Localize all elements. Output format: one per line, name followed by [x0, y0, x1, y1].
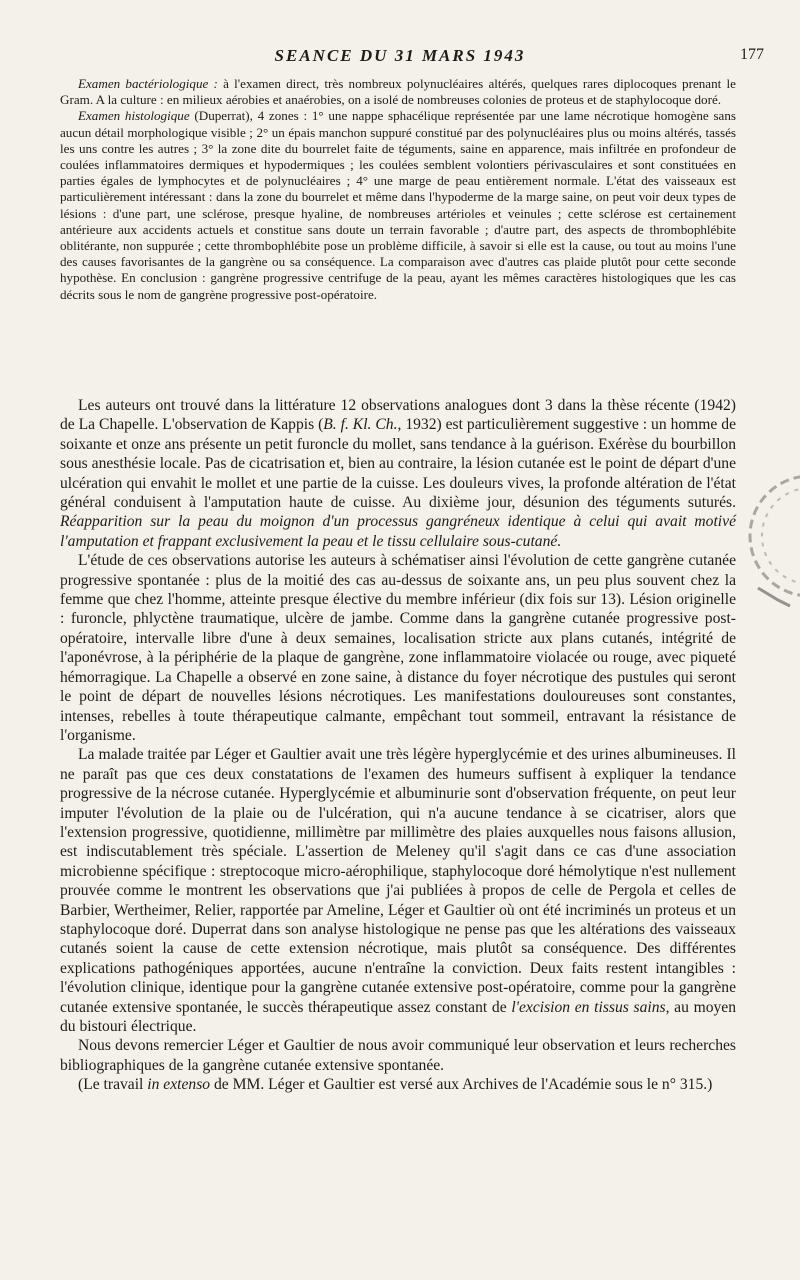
paragraph-discussion [60, 745, 736, 1036]
stamp-graphic [738, 438, 800, 634]
histological-exam-heading: Examen histologique [78, 108, 190, 124]
bacteriological-exam-text: à l'examen direct, très nombreux polynucléaires altérés, quelques rares diplocoques prenant le Gram. A la culture : en milieux aérobies et anaérobies, on a isolé de nombreuses colonies de proteus et de staphylocoque doré. [60, 76, 736, 108]
bacteriological-exam-paragraph [60, 76, 736, 108]
histological-exam-text: (Duperrat), 4 zones : 1° une nappe sphacélique représentée par une lame nécrotique homogène sans aucun détail morphologique visible ; 2° un épais manchon suppuré constitué par des polynucléaires plus ou moins altérés, tassés les uns contre les autres ; 3° la zone dite du bourrelet faite de téguments, saine en apparence, mais infiltrée en profondeur de coulées inflammatoires dermiques et hypodermiques ; les coulées semblent volontiers périvasculaires et sont constituées en parties égales de lymphocytes et de polynucléaires ; 4° une marge de peau entièrement normale. L'état des vaisseaux est particulièrement intéressant : dans la zone du bourrelet et même dans l'hypoderme de la marge saine, on peut voir deux types de lésions : d'une part, une sclérose, presque hyaline, de nombreuses artérioles et veinules ; cette sclérose est certainement antérieure aux accidents actuels et constitue sans doute un terrain favorable ; d'autre part, des aspects de thrombophlébite oblitérante, non suppurée ; cette thrombophlébite pose un problème difficile, à savoir si elle est la cause, ou tout au moins l'une des causes favorisantes de la gangrène ou sa conséquence. La comparaison avec d'autres cas plaide plutôt pour cette seconde hypothèse. En conclusion : gangrène progressive centrifuge de la peau, ayant les mêmes caractères histologiques que les cas décrits sous le nom de gangrène progressive post-opératoire. [60, 108, 736, 302]
kappis-reference: B. f. Kl. Ch. [323, 416, 398, 434]
bacteriological-exam-heading: Examen bactériologique : [78, 76, 218, 91]
paragraph-thanks: Nous devons remercier Léger et Gaultier de nous avoir communiqué leur observation et leurs recherches bibliographiques de la gangrène cutanée extensive spontanée. [60, 1037, 736, 1074]
library-stamp-mark [738, 438, 800, 634]
archive-note-text-b: de MM. Léger et Gaultier est versé aux Archives de l'Académie sous le n° 315.) [210, 1076, 713, 1094]
page-number: 177 [740, 46, 764, 63]
paragraph-discussion-text-a: La malade traitée par Léger et Gaultier avait une très légère hyperglycémie et des urines albumineuses. Il ne paraît pas que ces deux constatations de l'examen des humeurs suffisent à expliquer la tendance progressive de la nécrose cutanée. Hyperglycémie et albuminurie sont d'observation fréquente, on peut leur imputer l'évolution de la plaie ou de l'ulcération, qui n'a aucune tendance à se cicatriser, alors que l'extension progressive, quotidienne, millimètre par millimètre des plaies auxquelles nous faisons allusion, est indiscutablement très spéciale. L'assertion de Meleney qu'il s'agit dans ce cas d'une association microbienne spécifique : streptocoque micro-aérophilique, staphylocoque doré hémolytique n'est nullement prouvée comme le montrent les observations que j'ai publiées à propos de celle de Pergola et celles de Barbier, Wertheimer, Relier, rapportée par Ameline, Léger et Gaultier où ont été incriminés un proteus et un staphylocoque doré. Duperrat dans son analyse histologique ne pense pas que les altérations des vaisseaux cutanés soient la cause de cette extension nécrotique, mais plutôt sa conséquence. Des différentes explications pathogéniques apportées, aucune n'entraîne la conviction. Deux faits restent intangibles : l'évolution clinique, identique pour la gangrène cutanée extensive post-opératoire, comme pour la gangrène cutanée extensive spontanée, le succès thérapeutique assez constant de [60, 746, 736, 1016]
discussion-section [60, 396, 736, 1095]
running-title: SEANCE DU 31 MARS 1943 [274, 46, 526, 65]
paragraph-archive-note [60, 1075, 736, 1094]
paragraph-discussion-italic: l'excision en tissus sains [511, 998, 666, 1016]
archive-note-italic: in extenso [147, 1076, 211, 1094]
histological-exam-paragraph [60, 108, 736, 302]
archive-note-text-a: (Le travail [78, 1076, 148, 1094]
paragraph-literature [60, 396, 736, 551]
paragraph-schematic-evolution: L'étude de ces observations autorise les auteurs à schématiser ainsi l'évolution de cette gangrène cutanée progressive spontanée : plus de la moitié des cas au-dessus de soixante ans, un peu plus souvent chez la femme que chez l'homme, atteinte presque élective du membre inférieur (dix fois sur 13). Lésion originelle : furoncle, phlyctène traumatique, ulcère de jambe. Comme dans la gangrène cutanée progressive post-opératoire, intervalle libre d'une à deux semaines, localisation stricte aux plans cutanés, intégrité de l'aponévrose, à la périphérie de la plaque de gangrène, zone inflammatoire violacée ou rouge, avec piqueté hémorragique. La Chapelle a observé en zone saine, à distance du foyer nécrotique des pustules qui seront le point de départ de nouvelles lésions nécrotiques. Les manifestations douloureuses sont constantes, intenses, rebelles à toute thérapeutique calmante, empêchant tout sommeil, entravant la résistance de l'organisme. [60, 552, 736, 744]
paragraph-literature-text-b: , 1932) est particulièrement suggestive : un homme de soixante et onze ans présente un petit furoncle du mollet, sans tendance à la guérison. Exérèse du bourbillon sous anesthésie locale. Pas de cicatrisation et, bien au contraire, la lésion cutanée est le point de départ d'une ulcération qui envahit le mollet et une partie de la cuisse. Les douleurs vives, la profonde altération de l'état général conduisent à l'amputation haute de cuisse. Au dixième jour, désunion des téguments suturés. [60, 416, 736, 512]
paragraph-literature-italic: Réapparition sur la peau du moignon d'un processus gangréneux identique à celui qui avait motivé l'amputation et frappant exclusivement la peau et le tissu cellulaire sous-cutané. [60, 513, 736, 550]
page-header [0, 44, 800, 68]
case-report-section [60, 76, 736, 303]
paragraph-discussion-text-b: , au moyen du bistouri électrique. [60, 998, 737, 1035]
paragraph-literature-text-a: Les auteurs ont trouvé dans la littérature 12 observations analogues dont 3 dans la thèse récente (1942) de La Chapelle. L'observation de Kappis ( [60, 397, 736, 434]
